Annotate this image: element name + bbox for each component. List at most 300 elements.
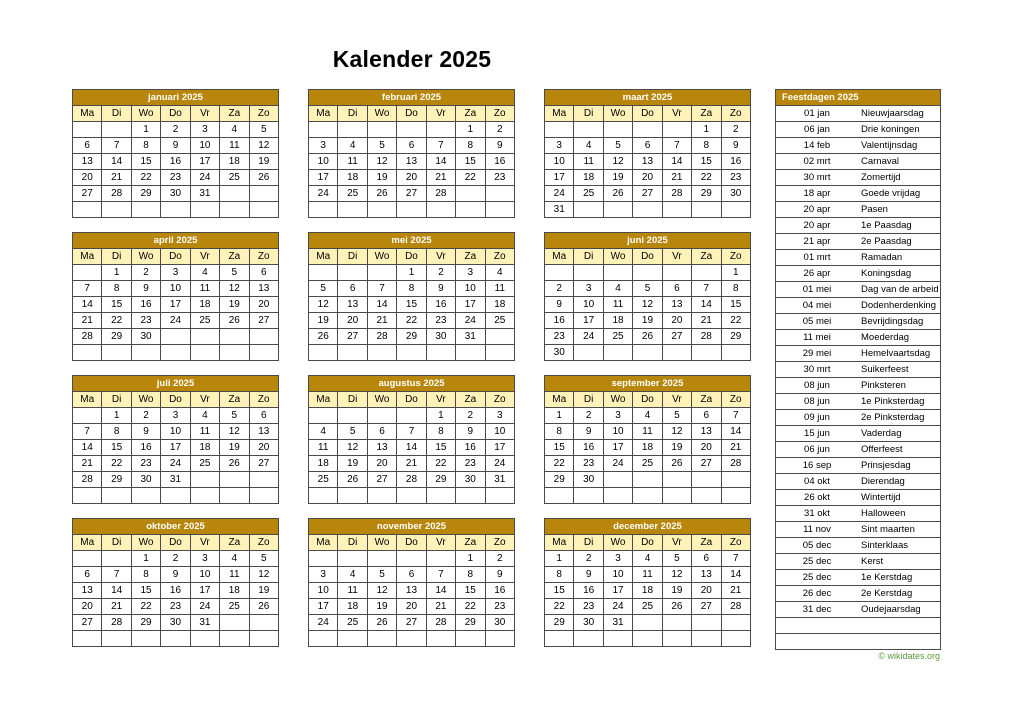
- day-cell[interactable]: 27: [367, 472, 396, 488]
- day-cell[interactable]: 1: [456, 122, 485, 138]
- day-cell[interactable]: 30: [545, 345, 574, 361]
- day-cell[interactable]: 25: [574, 186, 603, 202]
- day-cell[interactable]: 24: [603, 456, 632, 472]
- day-cell[interactable]: 17: [603, 583, 632, 599]
- day-cell[interactable]: 20: [662, 313, 691, 329]
- day-cell[interactable]: 1: [426, 408, 455, 424]
- day-cell[interactable]: 12: [662, 424, 691, 440]
- day-cell[interactable]: 8: [426, 424, 455, 440]
- day-cell[interactable]: 5: [367, 567, 396, 583]
- day-cell[interactable]: 28: [662, 186, 691, 202]
- day-cell[interactable]: 19: [249, 154, 278, 170]
- day-cell[interactable]: 12: [220, 424, 249, 440]
- day-cell[interactable]: 27: [692, 456, 721, 472]
- day-cell[interactable]: 11: [574, 154, 603, 170]
- day-cell[interactable]: 16: [574, 583, 603, 599]
- day-cell[interactable]: 22: [102, 313, 131, 329]
- day-cell[interactable]: 16: [574, 440, 603, 456]
- day-cell[interactable]: 20: [73, 170, 102, 186]
- day-cell[interactable]: 30: [574, 472, 603, 488]
- day-cell[interactable]: 22: [102, 456, 131, 472]
- day-cell[interactable]: 4: [220, 122, 249, 138]
- day-cell[interactable]: 18: [220, 583, 249, 599]
- day-cell[interactable]: 24: [456, 313, 485, 329]
- day-cell[interactable]: 24: [603, 599, 632, 615]
- day-cell[interactable]: 23: [485, 170, 514, 186]
- day-cell[interactable]: 18: [633, 440, 662, 456]
- day-cell[interactable]: 8: [131, 567, 160, 583]
- day-cell[interactable]: 9: [131, 424, 160, 440]
- day-cell[interactable]: 17: [545, 170, 574, 186]
- day-cell[interactable]: 15: [426, 440, 455, 456]
- day-cell[interactable]: 13: [633, 154, 662, 170]
- day-cell[interactable]: 30: [161, 615, 190, 631]
- day-cell[interactable]: 18: [574, 170, 603, 186]
- day-cell[interactable]: 5: [249, 551, 278, 567]
- day-cell[interactable]: 15: [692, 154, 721, 170]
- day-cell[interactable]: 7: [73, 424, 102, 440]
- day-cell[interactable]: 9: [131, 281, 160, 297]
- day-cell[interactable]: 3: [485, 408, 514, 424]
- day-cell[interactable]: 11: [190, 281, 219, 297]
- day-cell[interactable]: 26: [367, 186, 396, 202]
- day-cell[interactable]: 23: [485, 599, 514, 615]
- day-cell[interactable]: 27: [249, 313, 278, 329]
- day-cell[interactable]: 14: [102, 583, 131, 599]
- day-cell[interactable]: 13: [249, 424, 278, 440]
- day-cell[interactable]: 18: [190, 297, 219, 313]
- day-cell[interactable]: 13: [367, 440, 396, 456]
- day-cell[interactable]: 7: [367, 281, 396, 297]
- day-cell[interactable]: 22: [721, 313, 750, 329]
- day-cell[interactable]: 6: [692, 551, 721, 567]
- day-cell[interactable]: 5: [367, 138, 396, 154]
- day-cell[interactable]: 8: [131, 138, 160, 154]
- day-cell[interactable]: 16: [721, 154, 750, 170]
- day-cell[interactable]: 22: [131, 170, 160, 186]
- day-cell[interactable]: 22: [545, 456, 574, 472]
- day-cell[interactable]: 17: [485, 440, 514, 456]
- day-cell[interactable]: 14: [721, 567, 750, 583]
- day-cell[interactable]: 15: [102, 440, 131, 456]
- day-cell[interactable]: 17: [190, 154, 219, 170]
- day-cell[interactable]: 7: [662, 138, 691, 154]
- day-cell[interactable]: 3: [161, 265, 190, 281]
- day-cell[interactable]: 31: [190, 186, 219, 202]
- day-cell[interactable]: 15: [397, 297, 426, 313]
- day-cell[interactable]: 6: [73, 567, 102, 583]
- day-cell[interactable]: 1: [102, 408, 131, 424]
- day-cell[interactable]: 14: [662, 154, 691, 170]
- day-cell[interactable]: 3: [456, 265, 485, 281]
- day-cell[interactable]: 12: [367, 154, 396, 170]
- day-cell[interactable]: 6: [249, 408, 278, 424]
- day-cell[interactable]: 4: [220, 551, 249, 567]
- day-cell[interactable]: 26: [662, 599, 691, 615]
- day-cell[interactable]: 5: [603, 138, 632, 154]
- day-cell[interactable]: 16: [485, 583, 514, 599]
- day-cell[interactable]: 4: [633, 408, 662, 424]
- day-cell[interactable]: 28: [73, 329, 102, 345]
- day-cell[interactable]: 26: [367, 615, 396, 631]
- day-cell[interactable]: 6: [73, 138, 102, 154]
- day-cell[interactable]: 1: [131, 551, 160, 567]
- day-cell[interactable]: 24: [485, 456, 514, 472]
- day-cell[interactable]: 24: [161, 313, 190, 329]
- day-cell[interactable]: 30: [426, 329, 455, 345]
- day-cell[interactable]: 21: [426, 170, 455, 186]
- day-cell[interactable]: 21: [692, 313, 721, 329]
- day-cell[interactable]: 25: [603, 329, 632, 345]
- day-cell[interactable]: 22: [131, 599, 160, 615]
- day-cell[interactable]: 27: [692, 599, 721, 615]
- day-cell[interactable]: 25: [338, 615, 367, 631]
- day-cell[interactable]: 30: [721, 186, 750, 202]
- day-cell[interactable]: 4: [190, 408, 219, 424]
- day-cell[interactable]: 11: [309, 440, 338, 456]
- day-cell[interactable]: 6: [249, 265, 278, 281]
- day-cell[interactable]: 10: [574, 297, 603, 313]
- day-cell[interactable]: 26: [249, 599, 278, 615]
- day-cell[interactable]: 31: [161, 472, 190, 488]
- day-cell[interactable]: 13: [692, 567, 721, 583]
- day-cell[interactable]: 5: [309, 281, 338, 297]
- day-cell[interactable]: 30: [574, 615, 603, 631]
- day-cell[interactable]: 19: [367, 599, 396, 615]
- day-cell[interactable]: 20: [397, 599, 426, 615]
- day-cell[interactable]: 4: [574, 138, 603, 154]
- day-cell[interactable]: 31: [603, 615, 632, 631]
- day-cell[interactable]: 23: [161, 170, 190, 186]
- day-cell[interactable]: 28: [73, 472, 102, 488]
- day-cell[interactable]: 20: [367, 456, 396, 472]
- day-cell[interactable]: 20: [338, 313, 367, 329]
- day-cell[interactable]: 6: [397, 567, 426, 583]
- day-cell[interactable]: 10: [190, 567, 219, 583]
- day-cell[interactable]: 13: [397, 154, 426, 170]
- day-cell[interactable]: 21: [397, 456, 426, 472]
- day-cell[interactable]: 20: [249, 440, 278, 456]
- day-cell[interactable]: 25: [633, 456, 662, 472]
- day-cell[interactable]: 16: [161, 154, 190, 170]
- day-cell[interactable]: 14: [721, 424, 750, 440]
- day-cell[interactable]: 27: [397, 186, 426, 202]
- day-cell[interactable]: 2: [721, 122, 750, 138]
- day-cell[interactable]: 11: [633, 567, 662, 583]
- day-cell[interactable]: 21: [426, 599, 455, 615]
- day-cell[interactable]: 25: [485, 313, 514, 329]
- day-cell[interactable]: 23: [426, 313, 455, 329]
- day-cell[interactable]: 9: [456, 424, 485, 440]
- day-cell[interactable]: 14: [426, 583, 455, 599]
- day-cell[interactable]: 30: [161, 186, 190, 202]
- day-cell[interactable]: 31: [456, 329, 485, 345]
- day-cell[interactable]: 3: [309, 138, 338, 154]
- day-cell[interactable]: 21: [662, 170, 691, 186]
- day-cell[interactable]: 18: [485, 297, 514, 313]
- day-cell[interactable]: 13: [73, 154, 102, 170]
- day-cell[interactable]: 26: [662, 456, 691, 472]
- day-cell[interactable]: 8: [545, 424, 574, 440]
- day-cell[interactable]: 1: [721, 265, 750, 281]
- day-cell[interactable]: 27: [73, 186, 102, 202]
- day-cell[interactable]: 19: [249, 583, 278, 599]
- day-cell[interactable]: 29: [545, 615, 574, 631]
- day-cell[interactable]: 15: [456, 583, 485, 599]
- day-cell[interactable]: 30: [131, 472, 160, 488]
- day-cell[interactable]: 13: [397, 583, 426, 599]
- day-cell[interactable]: 30: [131, 329, 160, 345]
- day-cell[interactable]: 1: [545, 408, 574, 424]
- day-cell[interactable]: 24: [545, 186, 574, 202]
- day-cell[interactable]: 16: [161, 583, 190, 599]
- day-cell[interactable]: 24: [161, 456, 190, 472]
- day-cell[interactable]: 13: [249, 281, 278, 297]
- day-cell[interactable]: 7: [397, 424, 426, 440]
- day-cell[interactable]: 9: [426, 281, 455, 297]
- day-cell[interactable]: 19: [309, 313, 338, 329]
- day-cell[interactable]: 12: [220, 281, 249, 297]
- day-cell[interactable]: 29: [397, 329, 426, 345]
- day-cell[interactable]: 9: [161, 138, 190, 154]
- day-cell[interactable]: 23: [574, 599, 603, 615]
- day-cell[interactable]: 2: [574, 551, 603, 567]
- day-cell[interactable]: 13: [662, 297, 691, 313]
- day-cell[interactable]: 29: [131, 615, 160, 631]
- day-cell[interactable]: 29: [721, 329, 750, 345]
- day-cell[interactable]: 29: [545, 472, 574, 488]
- day-cell[interactable]: 25: [309, 472, 338, 488]
- day-cell[interactable]: 10: [190, 138, 219, 154]
- day-cell[interactable]: 2: [485, 122, 514, 138]
- day-cell[interactable]: 24: [190, 170, 219, 186]
- day-cell[interactable]: 9: [574, 567, 603, 583]
- day-cell[interactable]: 20: [73, 599, 102, 615]
- day-cell[interactable]: 22: [397, 313, 426, 329]
- day-cell[interactable]: 5: [249, 122, 278, 138]
- day-cell[interactable]: 8: [456, 138, 485, 154]
- day-cell[interactable]: 26: [338, 472, 367, 488]
- day-cell[interactable]: 20: [692, 440, 721, 456]
- day-cell[interactable]: 12: [633, 297, 662, 313]
- day-cell[interactable]: 31: [545, 202, 574, 218]
- day-cell[interactable]: 8: [102, 281, 131, 297]
- day-cell[interactable]: 13: [73, 583, 102, 599]
- day-cell[interactable]: 18: [633, 583, 662, 599]
- day-cell[interactable]: 3: [603, 408, 632, 424]
- day-cell[interactable]: 26: [603, 186, 632, 202]
- day-cell[interactable]: 11: [633, 424, 662, 440]
- day-cell[interactable]: 9: [485, 567, 514, 583]
- day-cell[interactable]: 25: [190, 456, 219, 472]
- day-cell[interactable]: 23: [456, 456, 485, 472]
- day-cell[interactable]: 11: [603, 297, 632, 313]
- day-cell[interactable]: 17: [603, 440, 632, 456]
- day-cell[interactable]: 26: [633, 329, 662, 345]
- day-cell[interactable]: 28: [692, 329, 721, 345]
- day-cell[interactable]: 26: [220, 456, 249, 472]
- day-cell[interactable]: 27: [397, 615, 426, 631]
- day-cell[interactable]: 23: [131, 313, 160, 329]
- day-cell[interactable]: 2: [426, 265, 455, 281]
- day-cell[interactable]: 12: [662, 567, 691, 583]
- day-cell[interactable]: 3: [309, 567, 338, 583]
- day-cell[interactable]: 5: [662, 408, 691, 424]
- day-cell[interactable]: 21: [367, 313, 396, 329]
- day-cell[interactable]: 10: [309, 154, 338, 170]
- day-cell[interactable]: 9: [485, 138, 514, 154]
- day-cell[interactable]: 28: [367, 329, 396, 345]
- day-cell[interactable]: 4: [338, 567, 367, 583]
- day-cell[interactable]: 3: [190, 551, 219, 567]
- day-cell[interactable]: 19: [338, 456, 367, 472]
- day-cell[interactable]: 18: [220, 154, 249, 170]
- day-cell[interactable]: 19: [220, 297, 249, 313]
- day-cell[interactable]: 21: [721, 440, 750, 456]
- day-cell[interactable]: 10: [603, 567, 632, 583]
- day-cell[interactable]: 3: [603, 551, 632, 567]
- day-cell[interactable]: 1: [692, 122, 721, 138]
- day-cell[interactable]: 4: [485, 265, 514, 281]
- day-cell[interactable]: 11: [485, 281, 514, 297]
- day-cell[interactable]: 28: [721, 599, 750, 615]
- day-cell[interactable]: 14: [397, 440, 426, 456]
- day-cell[interactable]: 15: [102, 297, 131, 313]
- day-cell[interactable]: 22: [545, 599, 574, 615]
- day-cell[interactable]: 27: [633, 186, 662, 202]
- day-cell[interactable]: 18: [603, 313, 632, 329]
- day-cell[interactable]: 6: [367, 424, 396, 440]
- day-cell[interactable]: 26: [220, 313, 249, 329]
- day-cell[interactable]: 7: [426, 138, 455, 154]
- day-cell[interactable]: 1: [131, 122, 160, 138]
- day-cell[interactable]: 14: [73, 440, 102, 456]
- day-cell[interactable]: 17: [309, 599, 338, 615]
- day-cell[interactable]: 8: [456, 567, 485, 583]
- day-cell[interactable]: 28: [426, 186, 455, 202]
- day-cell[interactable]: 30: [485, 615, 514, 631]
- day-cell[interactable]: 11: [220, 567, 249, 583]
- day-cell[interactable]: 31: [190, 615, 219, 631]
- day-cell[interactable]: 6: [338, 281, 367, 297]
- day-cell[interactable]: 15: [131, 154, 160, 170]
- day-cell[interactable]: 5: [338, 424, 367, 440]
- day-cell[interactable]: 17: [456, 297, 485, 313]
- day-cell[interactable]: 10: [603, 424, 632, 440]
- day-cell[interactable]: 9: [161, 567, 190, 583]
- day-cell[interactable]: 20: [633, 170, 662, 186]
- day-cell[interactable]: 27: [338, 329, 367, 345]
- day-cell[interactable]: 5: [633, 281, 662, 297]
- day-cell[interactable]: 2: [161, 551, 190, 567]
- day-cell[interactable]: 20: [692, 583, 721, 599]
- day-cell[interactable]: 4: [338, 138, 367, 154]
- day-cell[interactable]: 23: [574, 456, 603, 472]
- day-cell[interactable]: 16: [131, 440, 160, 456]
- day-cell[interactable]: 18: [190, 440, 219, 456]
- day-cell[interactable]: 1: [102, 265, 131, 281]
- day-cell[interactable]: 12: [249, 567, 278, 583]
- day-cell[interactable]: 29: [692, 186, 721, 202]
- day-cell[interactable]: 4: [190, 265, 219, 281]
- day-cell[interactable]: 8: [102, 424, 131, 440]
- day-cell[interactable]: 12: [367, 583, 396, 599]
- day-cell[interactable]: 4: [309, 424, 338, 440]
- day-cell[interactable]: 6: [692, 408, 721, 424]
- day-cell[interactable]: 1: [456, 551, 485, 567]
- day-cell[interactable]: 19: [220, 440, 249, 456]
- day-cell[interactable]: 29: [102, 472, 131, 488]
- day-cell[interactable]: 3: [190, 122, 219, 138]
- day-cell[interactable]: 4: [603, 281, 632, 297]
- day-cell[interactable]: 27: [73, 615, 102, 631]
- day-cell[interactable]: 16: [426, 297, 455, 313]
- day-cell[interactable]: 17: [574, 313, 603, 329]
- day-cell[interactable]: 23: [161, 599, 190, 615]
- day-cell[interactable]: 12: [309, 297, 338, 313]
- day-cell[interactable]: 28: [102, 186, 131, 202]
- day-cell[interactable]: 11: [220, 138, 249, 154]
- day-cell[interactable]: 8: [397, 281, 426, 297]
- day-cell[interactable]: 31: [485, 472, 514, 488]
- day-cell[interactable]: 12: [338, 440, 367, 456]
- day-cell[interactable]: 30: [456, 472, 485, 488]
- day-cell[interactable]: 25: [220, 170, 249, 186]
- day-cell[interactable]: 2: [545, 281, 574, 297]
- credit-text[interactable]: © wikidates.org: [878, 651, 940, 661]
- day-cell[interactable]: 2: [161, 122, 190, 138]
- day-cell[interactable]: 7: [73, 281, 102, 297]
- day-cell[interactable]: 24: [309, 615, 338, 631]
- day-cell[interactable]: 8: [545, 567, 574, 583]
- day-cell[interactable]: 22: [456, 599, 485, 615]
- day-cell[interactable]: 5: [220, 265, 249, 281]
- day-cell[interactable]: 7: [102, 567, 131, 583]
- day-cell[interactable]: 15: [131, 583, 160, 599]
- day-cell[interactable]: 8: [692, 138, 721, 154]
- day-cell[interactable]: 19: [367, 170, 396, 186]
- day-cell[interactable]: 6: [397, 138, 426, 154]
- day-cell[interactable]: 15: [545, 440, 574, 456]
- day-cell[interactable]: 3: [574, 281, 603, 297]
- day-cell[interactable]: 14: [73, 297, 102, 313]
- day-cell[interactable]: 20: [249, 297, 278, 313]
- day-cell[interactable]: 29: [456, 615, 485, 631]
- day-cell[interactable]: 21: [102, 599, 131, 615]
- day-cell[interactable]: 16: [485, 154, 514, 170]
- day-cell[interactable]: 7: [102, 138, 131, 154]
- day-cell[interactable]: 14: [367, 297, 396, 313]
- day-cell[interactable]: 23: [545, 329, 574, 345]
- day-cell[interactable]: 9: [545, 297, 574, 313]
- day-cell[interactable]: 12: [249, 138, 278, 154]
- day-cell[interactable]: 20: [397, 170, 426, 186]
- day-cell[interactable]: 17: [309, 170, 338, 186]
- day-cell[interactable]: 3: [161, 408, 190, 424]
- day-cell[interactable]: 26: [309, 329, 338, 345]
- day-cell[interactable]: 8: [721, 281, 750, 297]
- day-cell[interactable]: 17: [161, 440, 190, 456]
- day-cell[interactable]: 21: [102, 170, 131, 186]
- day-cell[interactable]: 22: [692, 170, 721, 186]
- day-cell[interactable]: 19: [662, 440, 691, 456]
- day-cell[interactable]: 21: [721, 583, 750, 599]
- day-cell[interactable]: 2: [485, 551, 514, 567]
- day-cell[interactable]: 2: [131, 265, 160, 281]
- day-cell[interactable]: 18: [309, 456, 338, 472]
- day-cell[interactable]: 18: [338, 599, 367, 615]
- day-cell[interactable]: 16: [456, 440, 485, 456]
